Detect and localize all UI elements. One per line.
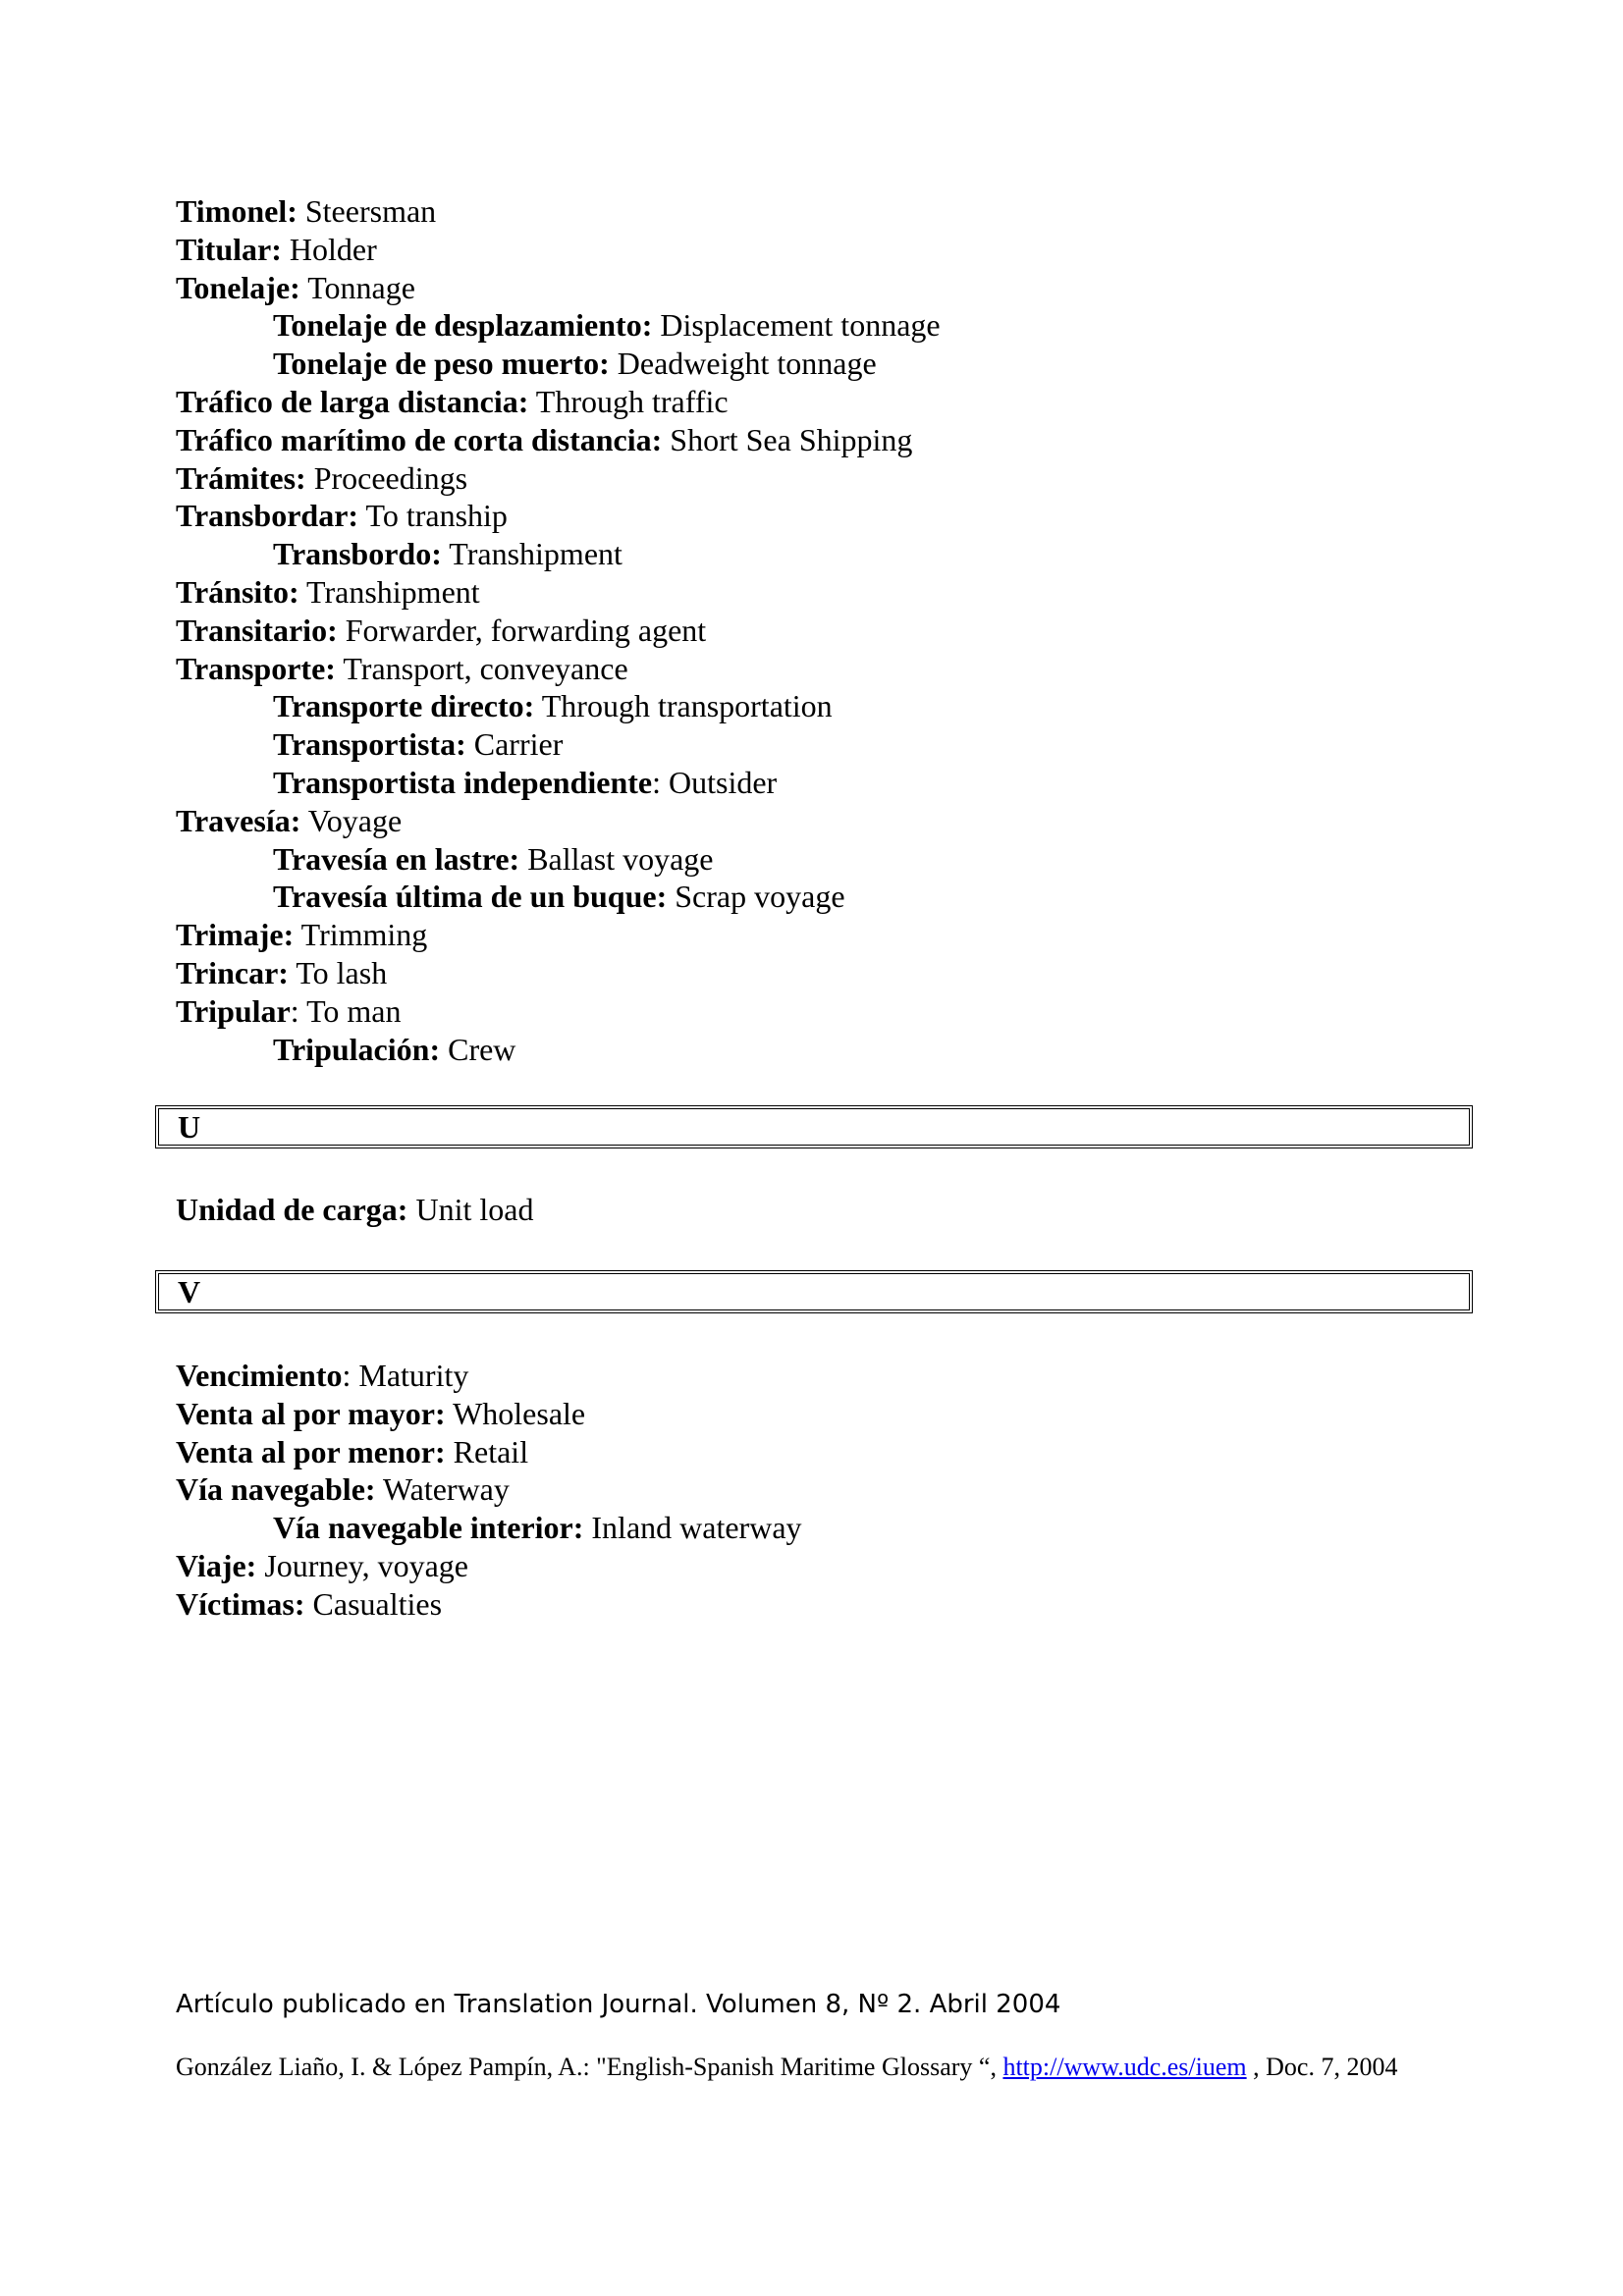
glossary-term: Trámites: bbox=[176, 459, 306, 496]
glossary-translation: Ballast voyage bbox=[519, 840, 714, 877]
glossary-term: Venta al por menor: bbox=[176, 1433, 446, 1469]
glossary-term: Tráfico marítimo de corta distancia: bbox=[176, 421, 663, 457]
glossary-term: Vía navegable: bbox=[176, 1471, 376, 1508]
glossary-entry bbox=[176, 573, 1472, 612]
glossary-translation: Trimming bbox=[294, 917, 428, 953]
glossary-entry bbox=[176, 1395, 1472, 1433]
section-letter-u: U bbox=[178, 1109, 201, 1145]
glossary-term: Tránsito: bbox=[176, 573, 299, 610]
glossary-translation: Voyage bbox=[300, 802, 403, 838]
glossary-term: Viaje: bbox=[176, 1547, 257, 1583]
glossary-translation: Through traffic bbox=[528, 383, 729, 419]
glossary-term: Tonelaje de desplazamiento: bbox=[273, 307, 653, 344]
glossary-translation: Unit load bbox=[407, 1192, 534, 1227]
glossary-term: Transportista: bbox=[273, 726, 466, 763]
glossary-term: Transporte directo: bbox=[273, 688, 535, 724]
glossary-term: Tonelaje de peso muerto: bbox=[273, 346, 610, 382]
glossary-entry bbox=[176, 1433, 1472, 1471]
glossary-term: Vencimiento bbox=[176, 1358, 343, 1393]
glossary-translation: Retail bbox=[445, 1433, 529, 1469]
glossary-entry bbox=[176, 612, 1472, 650]
glossary-translation: Deadweight tonnage bbox=[609, 346, 877, 382]
section-v-entries bbox=[176, 1357, 1472, 1624]
glossary-term: Trincar: bbox=[176, 954, 289, 990]
glossary-entry bbox=[176, 992, 1472, 1031]
glossary-translation: Short Sea Shipping bbox=[662, 421, 913, 457]
glossary-translation: Carrier bbox=[465, 726, 564, 763]
glossary-translation: Waterway bbox=[375, 1471, 510, 1508]
glossary-term: Transbordar: bbox=[176, 498, 359, 534]
footer-journal-note: Artículo publicado en Translation Journal. Volumen 8, Nº 2. Abril 2004 bbox=[176, 1990, 1061, 2019]
glossary-term: Trimaje: bbox=[176, 917, 295, 953]
glossary-translation: Holder bbox=[281, 231, 377, 267]
glossary-translation: Forwarder, forwarding agent bbox=[337, 612, 707, 648]
glossary-translation: To tranship bbox=[358, 498, 508, 534]
glossary-entry bbox=[176, 192, 1472, 231]
glossary-entry bbox=[176, 1357, 1472, 1395]
glossary-entry bbox=[176, 1191, 1472, 1229]
glossary-entry bbox=[176, 459, 1472, 498]
glossary-entry bbox=[176, 916, 1472, 954]
glossary-entry bbox=[176, 1470, 1472, 1509]
glossary-term: Víctimas: bbox=[176, 1585, 305, 1622]
glossary-subentry bbox=[176, 687, 1472, 725]
citation-suffix: , Doc. 7, 2004 bbox=[1246, 2053, 1398, 2081]
glossary-entry bbox=[176, 231, 1472, 269]
glossary-translation: Transhipment bbox=[441, 536, 622, 572]
glossary-subentry bbox=[176, 535, 1472, 573]
glossary-subentry bbox=[176, 1509, 1472, 1547]
section-header-v bbox=[155, 1270, 1473, 1313]
glossary-translation: Journey, voyage bbox=[256, 1547, 468, 1583]
glossary-term: Vía navegable interior: bbox=[273, 1510, 584, 1546]
glossary-translation: Transport, conveyance bbox=[335, 650, 628, 686]
glossary-term: Transbordo: bbox=[273, 536, 442, 572]
section-t-entries bbox=[176, 192, 1472, 1068]
glossary-subentry bbox=[176, 306, 1472, 345]
glossary-entry bbox=[176, 1547, 1472, 1585]
glossary-entry bbox=[176, 650, 1472, 688]
glossary-term: Tripular bbox=[176, 992, 291, 1029]
section-header-u bbox=[155, 1105, 1473, 1148]
glossary-translation: Inland waterway bbox=[583, 1510, 802, 1546]
glossary-term: Timonel: bbox=[176, 193, 298, 229]
glossary-term: Tonelaje: bbox=[176, 269, 300, 305]
glossary-term: Titular: bbox=[176, 231, 282, 267]
glossary-translation: Scrap voyage bbox=[667, 879, 845, 915]
glossary-subentry bbox=[176, 764, 1472, 802]
glossary-entry bbox=[176, 383, 1472, 421]
glossary-term: Venta al por mayor: bbox=[176, 1395, 446, 1431]
glossary-term: Tripulación: bbox=[273, 1031, 441, 1067]
glossary-translation: Casualties bbox=[304, 1585, 443, 1622]
footer-citation bbox=[176, 2052, 1472, 2083]
glossary-term: Transportista independiente bbox=[273, 764, 653, 800]
section-u-entries bbox=[176, 1191, 1472, 1229]
glossary-translation: : To man bbox=[290, 992, 402, 1029]
citation-text: González Liaño, I. & López Pampín, A.: "English-Spanish Maritime Glossary “, bbox=[176, 2053, 1003, 2081]
glossary-term: Unidad de carga: bbox=[176, 1192, 408, 1227]
glossary-translation: Proceedings bbox=[305, 459, 468, 496]
glossary-translation: To lash bbox=[288, 954, 388, 990]
citation-link[interactable]: http://www.udc.es/iuem bbox=[1002, 2053, 1247, 2081]
glossary-translation: Transhipment bbox=[298, 573, 480, 610]
glossary-translation: Wholesale bbox=[445, 1395, 586, 1431]
glossary-subentry bbox=[176, 1031, 1472, 1069]
glossary-subentry bbox=[176, 840, 1472, 879]
glossary-term: Travesía: bbox=[176, 802, 301, 838]
glossary-term: Transitario: bbox=[176, 612, 338, 648]
glossary-translation: : Maturity bbox=[342, 1358, 469, 1393]
glossary-entry bbox=[176, 954, 1472, 992]
glossary-translation: Tonnage bbox=[299, 269, 415, 305]
glossary-term: Travesía en lastre: bbox=[273, 840, 520, 877]
glossary-entry bbox=[176, 269, 1472, 307]
glossary-entry bbox=[176, 497, 1472, 535]
glossary-term: Travesía última de un buque: bbox=[273, 879, 668, 915]
glossary-term: Tráfico de larga distancia: bbox=[176, 383, 529, 419]
section-letter-v: V bbox=[178, 1274, 201, 1309]
glossary-translation: Displacement tonnage bbox=[652, 307, 941, 344]
glossary-entry bbox=[176, 421, 1472, 459]
glossary-term: Transporte: bbox=[176, 650, 336, 686]
glossary-subentry bbox=[176, 878, 1472, 916]
glossary-entry bbox=[176, 802, 1472, 840]
glossary-translation: Through transportation bbox=[534, 688, 833, 724]
glossary-subentry bbox=[176, 345, 1472, 383]
glossary-translation: : Outsider bbox=[652, 764, 778, 800]
glossary-entry bbox=[176, 1585, 1472, 1624]
glossary-translation: Crew bbox=[440, 1031, 516, 1067]
glossary-translation: Steersman bbox=[297, 193, 437, 229]
glossary-subentry bbox=[176, 725, 1472, 764]
